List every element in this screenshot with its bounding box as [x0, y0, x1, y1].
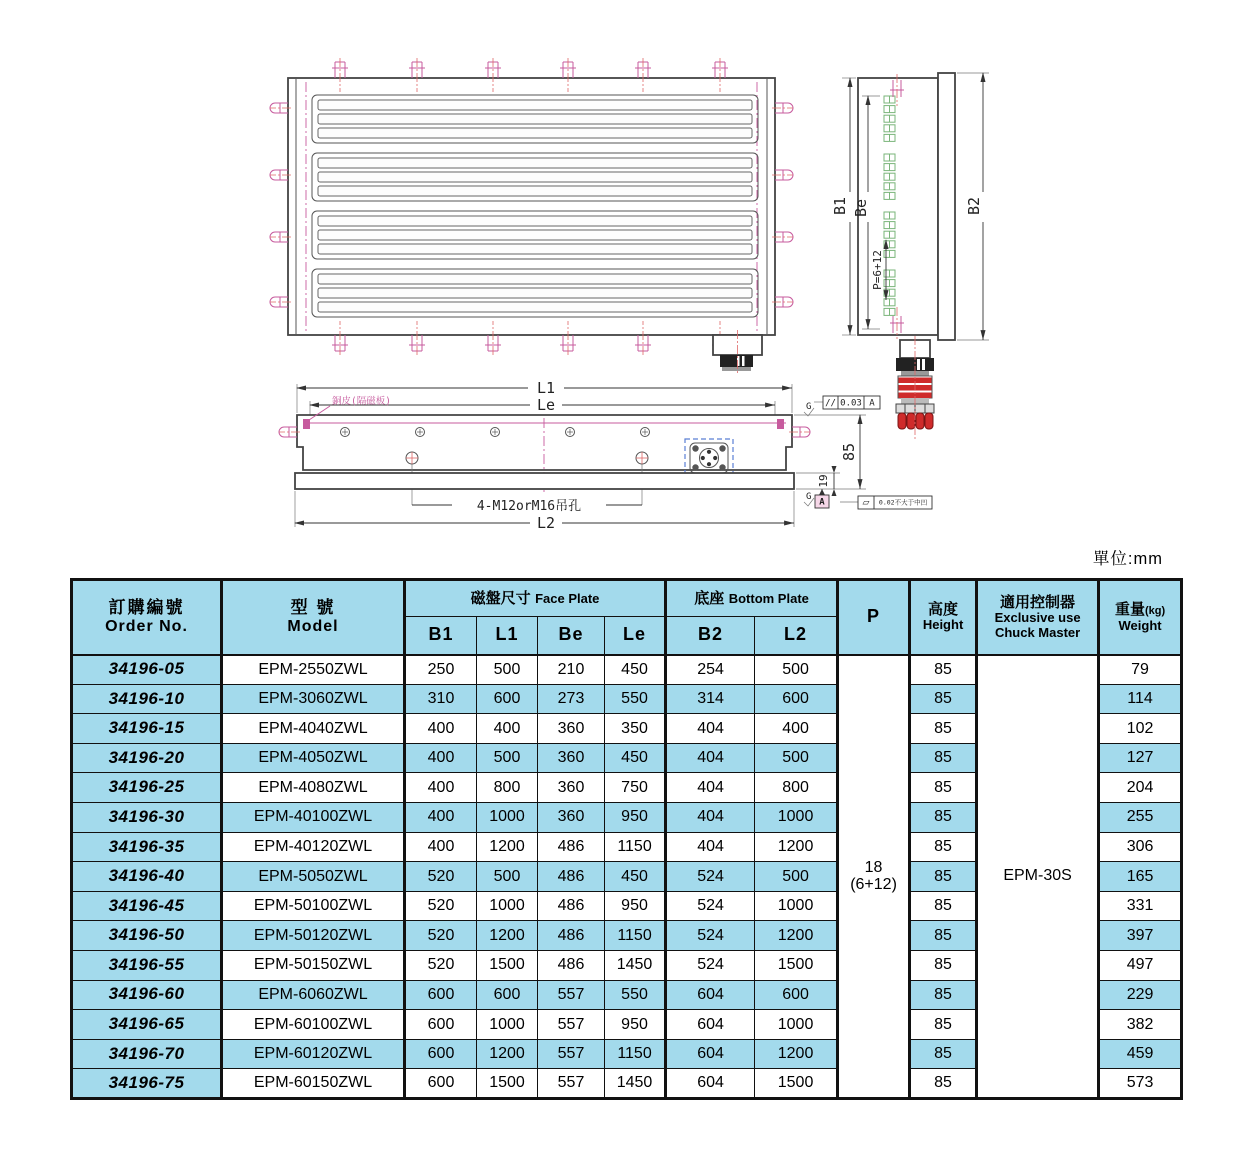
copper-strip-label: 銅皮(隔磁板) [332, 396, 391, 407]
model-cell: EPM-6060ZWL [222, 980, 405, 1010]
be-cell: 273 [538, 684, 605, 714]
svg-text:0.02不大于中凹: 0.02不大于中凹 [878, 498, 928, 507]
l2-cell: 800 [755, 773, 838, 803]
order-cell: 34196-50 [72, 921, 222, 951]
cable-gland [896, 336, 934, 440]
unit-label: 單位:mm [1092, 550, 1163, 568]
b1-cell: 600 [405, 980, 477, 1010]
height-cell: 85 [910, 773, 977, 803]
height-cell: 85 [910, 714, 977, 744]
copper-strip-left [303, 419, 310, 429]
height-cell: 85 [910, 684, 977, 714]
model-cell: EPM-50100ZWL [222, 891, 405, 921]
plan-view [270, 58, 793, 374]
b2-cell: 404 [666, 802, 755, 832]
controller-merged-cell: EPM-30S [977, 655, 1099, 1099]
copper-strip-right [777, 419, 784, 429]
l1-cell: 1200 [477, 921, 538, 951]
be-cell: 360 [538, 773, 605, 803]
spec-table-wrap [70, 578, 1183, 1100]
lifting-holes-label: 4-M12orM16吊孔 [476, 499, 582, 514]
l2-cell: 400 [755, 714, 838, 744]
b1-cell: 400 [405, 743, 477, 773]
b2-cell: 524 [666, 921, 755, 951]
order-cell: 34196-30 [72, 802, 222, 832]
height-cell: 85 [910, 743, 977, 773]
weight-cell: 331 [1099, 891, 1182, 921]
le-cell: 950 [605, 1010, 666, 1040]
l2-cell: 1000 [755, 802, 838, 832]
weight-cell: 127 [1099, 743, 1182, 773]
b1-cell: 520 [405, 862, 477, 892]
height-cell: 85 [910, 1069, 977, 1099]
dim-label-b2: B2 [965, 196, 983, 216]
b2-cell: 404 [666, 832, 755, 862]
weight-cell: 204 [1099, 773, 1182, 803]
datum-a-label: A [819, 497, 825, 508]
b1-cell: 310 [405, 684, 477, 714]
b2-cell: 604 [666, 1010, 755, 1040]
model-cell: EPM-50150ZWL [222, 950, 405, 980]
l1-cell: 1500 [477, 1069, 538, 1099]
weight-cell: 165 [1099, 862, 1182, 892]
dim-label-be: Be [852, 198, 870, 218]
le-cell: 750 [605, 773, 666, 803]
l1-cell: 1200 [477, 1039, 538, 1069]
b1-cell: 400 [405, 773, 477, 803]
l2-cell: 1200 [755, 921, 838, 951]
l2-cell: 500 [755, 655, 838, 685]
svg-text:A: A [869, 398, 875, 409]
dim-label-b1: B1 [831, 196, 849, 216]
be-cell: 360 [538, 802, 605, 832]
header-b2: B2 [666, 617, 755, 655]
l2-cell: 1500 [755, 950, 838, 980]
order-cell: 34196-40 [72, 862, 222, 892]
order-cell: 34196-10 [72, 684, 222, 714]
header-l1: L1 [477, 617, 538, 655]
le-cell: 1150 [605, 1039, 666, 1069]
l1-cell: 400 [477, 714, 538, 744]
header-bottom-plate: 底座 Bottom Plate [666, 580, 838, 617]
model-cell: EPM-2550ZWL [222, 655, 405, 685]
b2-cell: 404 [666, 743, 755, 773]
be-cell: 210 [538, 655, 605, 685]
order-cell: 34196-35 [72, 832, 222, 862]
svg-text://: // [825, 398, 836, 409]
header-p: P [838, 580, 910, 655]
b2-cell: 524 [666, 950, 755, 980]
l1-cell: 1000 [477, 802, 538, 832]
l2-cell: 1000 [755, 891, 838, 921]
model-cell: EPM-40120ZWL [222, 832, 405, 862]
l2-cell: 1500 [755, 1069, 838, 1099]
dim-label-le: Le [536, 396, 556, 414]
height-cell: 85 [910, 891, 977, 921]
weight-cell: 102 [1099, 714, 1182, 744]
weight-cell: 497 [1099, 950, 1182, 980]
dim-label-l1: L1 [536, 379, 556, 397]
l2-cell: 500 [755, 862, 838, 892]
le-cell: 550 [605, 980, 666, 1010]
b2-cell: 524 [666, 862, 755, 892]
height-cell: 85 [910, 950, 977, 980]
table-body [72, 655, 1182, 1099]
b1-cell: 520 [405, 921, 477, 951]
header-model: 型 號 Model [222, 580, 405, 655]
model-cell: EPM-4080ZWL [222, 773, 405, 803]
order-cell: 34196-05 [72, 655, 222, 685]
l2-cell: 600 [755, 980, 838, 1010]
model-cell: EPM-60120ZWL [222, 1039, 405, 1069]
table-row [72, 655, 1182, 685]
be-cell: 486 [538, 862, 605, 892]
l1-cell: 1000 [477, 1010, 538, 1040]
le-cell: 450 [605, 862, 666, 892]
l2-cell: 1200 [755, 1039, 838, 1069]
weight-cell: 306 [1099, 832, 1182, 862]
le-cell: 1150 [605, 832, 666, 862]
weight-cell: 573 [1099, 1069, 1182, 1099]
le-cell: 1450 [605, 1069, 666, 1099]
le-cell: 1150 [605, 921, 666, 951]
le-cell: 450 [605, 655, 666, 685]
l1-cell: 600 [477, 980, 538, 1010]
header-l2: L2 [755, 617, 838, 655]
order-cell: 34196-70 [72, 1039, 222, 1069]
weight-cell: 79 [1099, 655, 1182, 685]
b2-cell: 314 [666, 684, 755, 714]
header-height: 高度 Height [910, 580, 977, 655]
order-cell: 34196-60 [72, 980, 222, 1010]
le-cell: 550 [605, 684, 666, 714]
le-cell: 350 [605, 714, 666, 744]
model-cell: EPM-60100ZWL [222, 1010, 405, 1040]
l1-cell: 1200 [477, 832, 538, 862]
l2-cell: 1200 [755, 832, 838, 862]
b1-cell: 520 [405, 891, 477, 921]
parallelism-callout [804, 396, 880, 416]
b1-cell: 600 [405, 1069, 477, 1099]
l1-cell: 1000 [477, 891, 538, 921]
height-cell: 85 [910, 655, 977, 685]
weight-cell: 459 [1099, 1039, 1182, 1069]
b1-cell: 400 [405, 802, 477, 832]
model-cell: EPM-40100ZWL [222, 802, 405, 832]
l1-cell: 600 [477, 684, 538, 714]
l2-cell: 600 [755, 684, 838, 714]
model-cell: EPM-4050ZWL [222, 743, 405, 773]
l2-cell: 500 [755, 743, 838, 773]
l1-cell: 500 [477, 862, 538, 892]
spec-table [70, 578, 1183, 1100]
b1-cell: 250 [405, 655, 477, 685]
header-b1: B1 [405, 617, 477, 655]
header-face-plate: 磁盤尺寸 Face Plate [405, 580, 666, 617]
dim-label-19: 19 [817, 474, 830, 488]
le-cell: 950 [605, 802, 666, 832]
weight-cell: 255 [1099, 802, 1182, 832]
dim-label-85: 85 [840, 442, 858, 462]
be-cell: 486 [538, 921, 605, 951]
be-cell: 360 [538, 714, 605, 744]
b2-cell: 404 [666, 714, 755, 744]
be-cell: 486 [538, 950, 605, 980]
l1-cell: 500 [477, 743, 538, 773]
height-cell: 85 [910, 921, 977, 951]
b2-cell: 604 [666, 980, 755, 1010]
order-cell: 34196-45 [72, 891, 222, 921]
model-cell: EPM-50120ZWL [222, 921, 405, 951]
weight-cell: 229 [1099, 980, 1182, 1010]
order-cell: 34196-75 [72, 1069, 222, 1099]
model-cell: EPM-3060ZWL [222, 684, 405, 714]
order-cell: 34196-25 [72, 773, 222, 803]
grind-symbol-top: G [806, 402, 812, 412]
be-cell: 557 [538, 1039, 605, 1069]
weight-cell: 397 [1099, 921, 1182, 951]
order-cell: 34196-55 [72, 950, 222, 980]
header-controller: 適用控制器 Exclusive use Chuck Master [977, 580, 1099, 655]
elevation-view [279, 379, 932, 532]
l1-cell: 1500 [477, 950, 538, 980]
l2-cell: 1000 [755, 1010, 838, 1040]
model-cell: EPM-60150ZWL [222, 1069, 405, 1099]
header-weight: 重量(kg) Weight [1099, 580, 1182, 655]
b2-cell: 604 [666, 1069, 755, 1099]
height-cell: 85 [910, 980, 977, 1010]
grind-symbol-bottom: G [806, 492, 812, 502]
technical-drawing [0, 0, 1240, 560]
p-merged-cell: 18 (6+12) [838, 655, 910, 1099]
l1-cell: 500 [477, 655, 538, 685]
table-header [72, 580, 1182, 655]
dim-label-l2: L2 [536, 514, 556, 532]
height-cell: 85 [910, 832, 977, 862]
b1-cell: 600 [405, 1039, 477, 1069]
be-cell: 557 [538, 1010, 605, 1040]
b2-cell: 254 [666, 655, 755, 685]
plan-connector [713, 330, 762, 374]
order-cell: 34196-65 [72, 1010, 222, 1040]
weight-cell: 382 [1099, 1010, 1182, 1040]
l1-cell: 800 [477, 773, 538, 803]
dim-label-pitch: P=6+12 [871, 250, 884, 290]
b2-cell: 604 [666, 1039, 755, 1069]
height-cell: 85 [910, 1039, 977, 1069]
b1-cell: 600 [405, 1010, 477, 1040]
weight-cell: 114 [1099, 684, 1182, 714]
be-cell: 486 [538, 891, 605, 921]
b2-cell: 524 [666, 891, 755, 921]
model-cell: EPM-4040ZWL [222, 714, 405, 744]
b1-cell: 400 [405, 832, 477, 862]
svg-text:⏥: ⏥ [862, 498, 870, 508]
height-cell: 85 [910, 1010, 977, 1040]
be-cell: 557 [538, 1069, 605, 1099]
be-cell: 486 [538, 832, 605, 862]
height-cell: 85 [910, 862, 977, 892]
svg-text:0.03: 0.03 [840, 398, 862, 409]
b2-cell: 404 [666, 773, 755, 803]
model-cell: EPM-5050ZWL [222, 862, 405, 892]
order-cell: 34196-20 [72, 743, 222, 773]
le-cell: 950 [605, 891, 666, 921]
datum-flatness-callout [804, 489, 932, 509]
header-le: Le [605, 617, 666, 655]
end-view [831, 73, 989, 440]
order-cell: 34196-15 [72, 714, 222, 744]
le-cell: 450 [605, 743, 666, 773]
le-cell: 1450 [605, 950, 666, 980]
b1-cell: 400 [405, 714, 477, 744]
be-cell: 360 [538, 743, 605, 773]
header-order-no: 訂購編號 Order No. [72, 580, 222, 655]
b1-cell: 520 [405, 950, 477, 980]
header-be: Be [538, 617, 605, 655]
height-cell: 85 [910, 802, 977, 832]
be-cell: 557 [538, 980, 605, 1010]
